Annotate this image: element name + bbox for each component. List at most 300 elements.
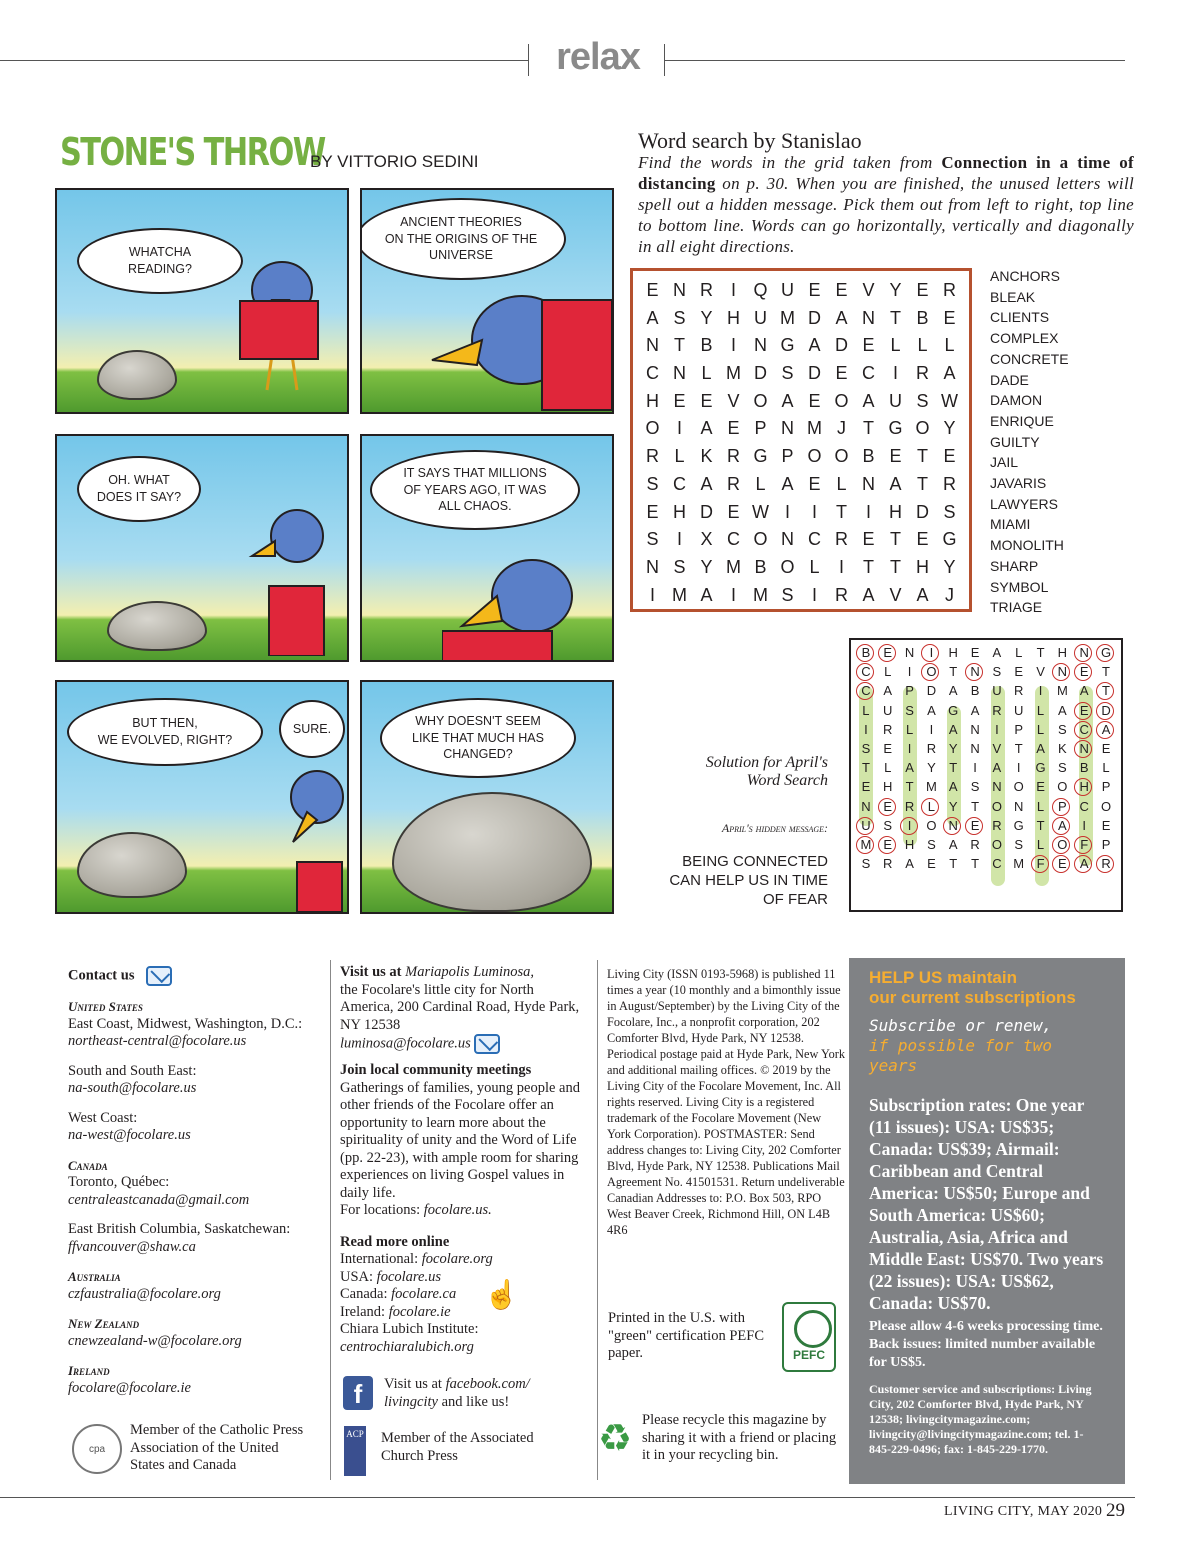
grid-cell: I [730,335,736,356]
word-list-item: TRIAGE [990,599,1043,616]
grid-cell: B [862,446,875,467]
solution-row [855,643,1117,662]
grid-cell: G [780,335,795,356]
solution-cell: P [905,683,914,699]
word-list-item: GUILTY [990,433,1040,450]
grid-cell: G [888,418,903,439]
site-label: Ireland: [340,1303,386,1320]
grid-cell: O [753,529,768,550]
comic-panel-3b [360,680,614,914]
locations-link[interactable]: focolare.us. [423,1202,492,1218]
solution-cell: O [920,662,942,681]
grid-cell: R [835,584,848,605]
solution-cell: I [1082,817,1086,833]
grid-cell: N [673,363,686,384]
grid-cell: U [781,280,794,300]
grid-cell: E [808,280,821,300]
grid-cell: Y [943,418,956,439]
word-list-item: DAMON [990,392,1043,409]
solution-cell: H [1073,777,1095,796]
grid-cell: R [727,446,740,467]
speech-bubble: WHY DOESN'T SEEM LIKE THAT MUCH HAS CHANGED? [380,698,576,778]
solution-row [855,701,1117,720]
grid-cell: O [780,556,795,577]
solution-cell: P [1101,836,1111,852]
site-label: USA: [340,1268,374,1285]
solution-cell: N [964,662,986,681]
grid-cell: V [727,390,740,411]
grid-row [639,471,963,499]
grid-cell: S [943,501,956,522]
solution-cell: S [1058,760,1067,776]
grid-cell: V [862,280,875,300]
grid-cell: D [700,501,713,522]
recycle-text: Please recycle this magazine by sharing it with a friend or placing it in your recycling bin. [642,1412,837,1463]
grid-cell: T [917,473,928,494]
solution-cell: C [855,681,877,700]
grid-cell: J [945,584,954,605]
solution-cell: A [927,702,936,718]
word-list-item: LAWYERS [990,495,1058,512]
join-locations: For locations: [340,1202,421,1218]
grid-cell: I [865,501,871,522]
solution-cell: G [1013,817,1024,833]
solution-row [855,758,1117,777]
column-divider [330,960,331,1480]
grid-cell: V [889,584,902,605]
speech-bubble: OH. WHAT DOES IT SAY? [77,456,201,522]
rock-character [97,350,177,400]
speech-bubble: ANCIENT THEORIES ON THE ORIGINS OF THE UNIVERSE [360,198,566,280]
grid-cell: O [753,390,768,411]
solution-cell: E [964,816,986,835]
word-list-item: CLIENTS [990,309,1050,326]
solution-cell: H [883,779,893,795]
solution-cell: H [948,645,958,660]
solution-cell: R [1095,854,1117,873]
grid-cell: S [646,529,659,550]
region-line: West Coast: [68,1109,138,1126]
envelope-icon[interactable] [146,966,172,986]
grid-cell: N [646,335,659,356]
grid-cell: E [943,307,956,328]
grid-cell: S [673,307,686,328]
grid-cell: C [727,529,740,550]
grid-cell: O [807,446,822,467]
comic-panel-3a [55,680,349,914]
site-link[interactable]: centrochiaralubich.org [340,1338,474,1355]
email-link[interactable]: na-west@focolare.us [68,1127,191,1143]
solution-cell: N [904,645,915,660]
grid-cell: I [811,584,817,605]
solution-cell: F [1030,854,1052,873]
word-list-item: BLEAK [990,288,1036,305]
word-list-item: MIAMI [990,516,1031,533]
solution-cell: L [1036,721,1045,737]
grid-cell: B [916,307,929,328]
bird-character [277,762,347,912]
cpa-badge-icon: cpa [72,1424,122,1474]
solution-cell: Y [948,798,958,814]
solution-cell: R [992,702,1002,718]
solution-cell: T [1036,817,1045,833]
word-list-item: ENRIQUE [990,412,1054,429]
grid-cell: E [862,529,875,550]
solution-cell: Y [948,740,958,756]
grid-cell: L [917,335,928,356]
solution-cell: G [1035,760,1046,776]
grid-cell: I [676,418,682,439]
grid-cell: E [835,363,848,384]
solution-cell: A [1079,683,1089,699]
grid-cell: A [835,307,848,328]
grid-cell: L [701,363,712,384]
solution-cell: L [905,721,914,737]
grid-cell: U [754,307,767,328]
solution-cell: C [1079,798,1089,814]
solution-cell: I [1038,683,1043,699]
solution-cell: A [992,760,1002,776]
speech-bubble: BUT THEN, WE EVOLVED, RIGHT? [67,698,263,766]
solution-cell: E [970,645,980,660]
grid-cell: R [943,473,956,494]
grid-cell: E [916,529,929,550]
solution-cell: U [883,702,893,718]
solution-cell: L [920,797,942,816]
solution-row [855,739,1117,758]
solution-cell: M [925,779,937,795]
solution-cell: C [992,856,1002,872]
facebook-icon[interactable]: f [343,1376,373,1410]
solution-cell: I [929,721,934,737]
visit-heading: Visit us at [340,964,402,980]
grid-cell: R [835,529,848,550]
grid-cell: I [676,529,682,550]
grid-cell: N [781,418,794,439]
hidden-message-label: April's hidden message: [721,821,828,835]
solution-row [855,777,1117,796]
grid-cell: S [673,556,686,577]
grid-cell: A [808,335,821,356]
email-link[interactable]: luminosa@focolare.us [340,1035,471,1052]
grid-cell: I [892,363,898,384]
grid-cell: C [808,529,821,550]
grid-row [639,499,963,527]
grid-cell: E [646,280,659,300]
grid-cell: I [784,501,790,522]
grid-row [639,526,963,554]
grid-row [639,332,963,360]
site-link[interactable]: focolare.us [376,1268,441,1285]
acp-member-text: Member of the Associated Church Press [381,1430,534,1464]
email-link[interactable]: cnewzealand-w@focolare.org [68,1332,242,1349]
solution-cell: E [1101,817,1111,833]
grid-cell: U [889,390,902,411]
grid-cell: H [646,390,659,411]
grid-cell: Y [700,556,713,577]
grid-cell: H [889,501,902,522]
grid-cell: G [753,446,768,467]
grid-row [639,305,963,333]
comic-panel-2a [55,434,349,662]
solution-cell: T [905,779,914,795]
recycle-icon: ♻ [598,1418,633,1460]
header-tick-left [528,44,529,76]
grid-cell: E [916,280,929,300]
region-ireland: Ireland [68,1363,110,1378]
grid-cell: L [890,335,901,356]
email-link[interactable]: northeast-central@focolare.us [68,1033,247,1049]
solution-cell: S [1058,721,1067,737]
envelope-icon[interactable] [474,1034,500,1054]
solution-cell: C [855,662,877,681]
comic-byline: BY VITTORIO SEDINI [310,152,479,171]
solution-cell: Y [927,760,936,776]
solution-cell: R [883,856,893,872]
solution-row [855,662,1117,681]
join-heading: Join local community meetings [340,1062,532,1078]
grid-cell: R [727,473,740,494]
solution-cell: N [970,721,980,737]
solution-row [855,681,1117,700]
grid-cell: H [916,556,929,577]
grid-cell: E [646,501,659,522]
email-link[interactable]: na-south@focolare.us [68,1080,197,1096]
grid-cell: M [780,307,795,328]
footer-publication: LIVING CITY, MAY 2020 [944,1504,1103,1519]
solution-cell: S [970,779,980,795]
email-link[interactable]: centraleastcanada@gmail.com [68,1191,250,1208]
comic-panel-2b [360,434,614,662]
help-subheading-2: if possible for two years [869,1036,1053,1075]
hidden-message: BEING CONNECTED CAN HELP US IN TIME OF FEAR [669,853,828,908]
grid-cell: A [862,390,875,411]
join-text: Gatherings of families, young people and other friends of the Focolare offer an opportunity to learn more about the spirituality of unity and the Word of Life (pp. 22-23), with ample room for sharing experiences on living Gospel values in daily life. [340,1079,580,1201]
site-label: International: [340,1251,419,1267]
grid-cell: W [941,390,958,411]
grid-cell: A [646,307,659,328]
solution-cell: R [904,798,915,814]
solution-cell: P [1051,797,1073,816]
grid-cell: A [781,390,794,411]
solution-cell: S [927,836,936,852]
grid-cell: D [835,335,848,356]
grid-cell: R [700,280,713,300]
pefc-logo-icon: PEFC [782,1302,836,1372]
grid-cell: H [727,307,740,328]
grid-cell: A [700,418,713,439]
email-link[interactable]: focolare@focolare.ie [68,1379,191,1396]
grid-cell: I [649,584,655,605]
grid-cell: A [700,473,713,494]
solution-cell: N [1073,643,1095,662]
solution-row [855,835,1117,854]
grid-cell: G [942,529,957,550]
solution-cell: N [861,798,871,814]
bird-character [412,280,612,414]
section-title: relax [556,36,640,78]
email-link[interactable]: ffvancouver@shaw.ca [68,1238,196,1255]
grid-cell: M [753,584,768,605]
region-line: South and South East: [68,1062,197,1079]
region-line: Toronto, Québec: [68,1174,170,1190]
grid-cell: S [646,473,659,494]
solution-cell: H [904,836,915,852]
grid-cell: C [673,473,686,494]
solution-cell: V [992,740,1002,756]
header-rule-right [664,60,1125,61]
facebook-text [384,1376,584,1411]
grid-cell: P [754,418,767,439]
grid-cell: C [862,363,875,384]
help-heading-2: our current subscriptions [869,988,1076,1007]
solution-cell: R [1014,683,1024,699]
grid-cell: B [754,556,767,577]
site-link[interactable]: focolare.ca [391,1286,457,1302]
word-list-item: DADE [990,371,1029,388]
comic-title: STONE'S THROW [60,130,325,174]
grid-cell: J [837,418,846,439]
solution-cell: B [855,643,877,662]
site-link[interactable]: focolare.org [421,1251,493,1267]
solution-cell: E [877,797,899,816]
page-number: 29 [1106,1500,1125,1521]
grid-cell: Y [889,280,902,300]
solution-cell: I [1016,760,1021,776]
word-list-item: MONOLITH [990,537,1064,554]
wordsearch-instructions: Find the words in the grid taken from Connection in a time of distancing on p. 30. When you are finished, the unused letters will spell out a hidden message. Pick them out from left to right, top line to bottom line. Words can go horizontally, vertically and diagonally in all eight directions. [638,153,1134,256]
grid-row [639,554,963,582]
grid-cell: S [916,390,929,411]
help-subheading: Subscribe or renew, [869,1016,1053,1035]
word-list-item: JAVARIS [990,475,1047,492]
pointer-hand-icon: ☝ [484,1280,519,1311]
solution-cell: E [1036,779,1045,795]
grid-cell: Y [700,307,713,328]
solution-cell: N [1051,662,1073,681]
region-line: East British Columbia, Saskatchewan: [68,1221,291,1237]
solution-cell: G [1095,643,1117,662]
solution-cell: L [1036,836,1045,852]
grid-cell: C [646,363,659,384]
grid-cell: Y [943,556,956,577]
word-list-item: CONCRETE [990,350,1069,367]
processing-note: Please allow 4-6 weeks processing time. Back issues: limited number available for US$5. [869,1319,1103,1370]
solution-cell: E [883,740,893,756]
grid-cell: L [809,556,820,577]
solution-row [855,720,1117,739]
customer-service: Customer service and subscriptions: Living City, 202 Comforter Blvd, Hyde Park, NY 12538; livingcitymagazine.com; livingcity@livingcitymagazine.com; tel. 1-845-229-0496; fax: 1-845-229-1770. [869,1382,1092,1456]
solution-cell: N [942,816,964,835]
grid-row [639,443,963,471]
solution-cell: M [855,835,877,854]
solution-cell: O [991,836,1002,852]
wordsearch-title: Word search by Stanislao [638,128,862,153]
grid-cell: E [889,446,902,467]
grid-row [639,415,963,443]
solution-cell: L [884,664,892,680]
facebook-label-2: and like us! [441,1393,510,1410]
publication-info: Living City (ISSN 0193-5968) is published 11 times a year (10 monthly and a bimonthly issue in August/September) by the Living City of the Focolare, Inc., a nonprofit corporation, 202 Comforter Blvd, Hyde Park, NY 12538. Periodical postage paid at Hyde Park, New York and additional mailing offices. © 2019 by the Living City of the Focolare Movement, Inc. All rights reserved. Living City is a registered trademark of the Focolare Movement (New York Corporation). POSTMASTER: Send address changes to: Living City, 202 Comforter Blvd, Hyde Park, NY 12538. Publications Mail Agreement No. 41501531. Return undeliverable Canadian Addresses to: P.O. Box 503, RPO West Beaver Creek, Richmond Hill, ON L4B 4R6 [607,967,846,1237]
grid-cell: N [754,335,767,356]
grid-cell: O [645,418,660,439]
solution-cell: I [907,664,912,680]
grid-cell: M [726,363,741,384]
solution-cell: L [862,702,870,718]
word-list-item: SYMBOL [990,578,1049,595]
solution-cell: I [907,740,912,756]
solution-cell: T [971,856,980,872]
solution-cell: N [1014,798,1024,814]
solution-cell: A [883,683,893,699]
solution-cell: T [949,664,958,680]
facebook-link[interactable]: facebook.com/ livingcity [384,1376,530,1410]
solution-cell: S [861,740,871,756]
solution-cell: T [1102,664,1110,680]
solution-cell: O [1057,779,1068,795]
solution-cell: L [1015,645,1023,660]
region-line: East Coast, Midwest, Washington, D.C.: [68,1015,303,1032]
grid-cell: N [862,307,875,328]
book-icon [239,300,319,360]
contact-title: Contact us [68,967,135,984]
solution-cell: U [992,683,1002,699]
speech-bubble: WHATCHA READING? [77,228,243,294]
solution-label: Solution for April's Word Search [705,754,828,789]
email-link[interactable]: czfaustralia@focolare.org [68,1285,221,1302]
solution-cell: C [1073,720,1095,739]
grid-cell: A [889,473,902,494]
solution-cell: E [861,779,871,795]
grid-cell: A [700,584,713,605]
visit-place: Mariapolis Luminosa, [405,964,535,980]
word-list-item: COMPLEX [990,330,1059,347]
grid-cell: N [646,556,659,577]
solution-cell: S [883,817,893,833]
grid-cell: S [781,584,794,605]
grid-cell: I [730,584,736,605]
grid-cell: T [863,556,874,577]
solution-cell: A [948,721,958,737]
site-link[interactable]: focolare.ie [388,1303,451,1320]
grid-cell: T [890,529,901,550]
word-list-item: JAIL [990,454,1019,471]
grid-cell: E [835,280,848,300]
solution-cell: U [855,816,877,835]
grid-cell: E [673,390,686,411]
grid-cell: E [943,446,956,467]
speech-bubble: SURE. [279,700,345,758]
subscription-rates: Subscription rates: One year (11 issues): USA: US$35; Canada: US$39; Airmail: Caribbean and Central America: US$50; Europe and South America: US$60; Australia, Asia, Africa and Middle East: US$70. Two years (22 issues): USA: US$62, Canada: US$70. [869,1095,1104,1313]
grid-cell: T [890,307,901,328]
grid-cell: T [917,446,928,467]
solution-row [855,816,1117,835]
rock-character [392,792,592,912]
grid-cell: A [916,584,929,605]
solution-cell: U [1014,702,1024,718]
grid-cell: T [836,501,847,522]
solution-cell: R [883,721,893,737]
bird-character [247,496,337,656]
grid-cell: Q [753,280,768,300]
grid-cell: I [811,501,817,522]
solution-cell: R [926,740,937,756]
solution-cell: E [1073,701,1095,720]
grid-cell: E [727,418,740,439]
grid-cell: L [944,335,955,356]
solution-cell: O [991,798,1002,814]
solution-cell: D [1095,701,1117,720]
